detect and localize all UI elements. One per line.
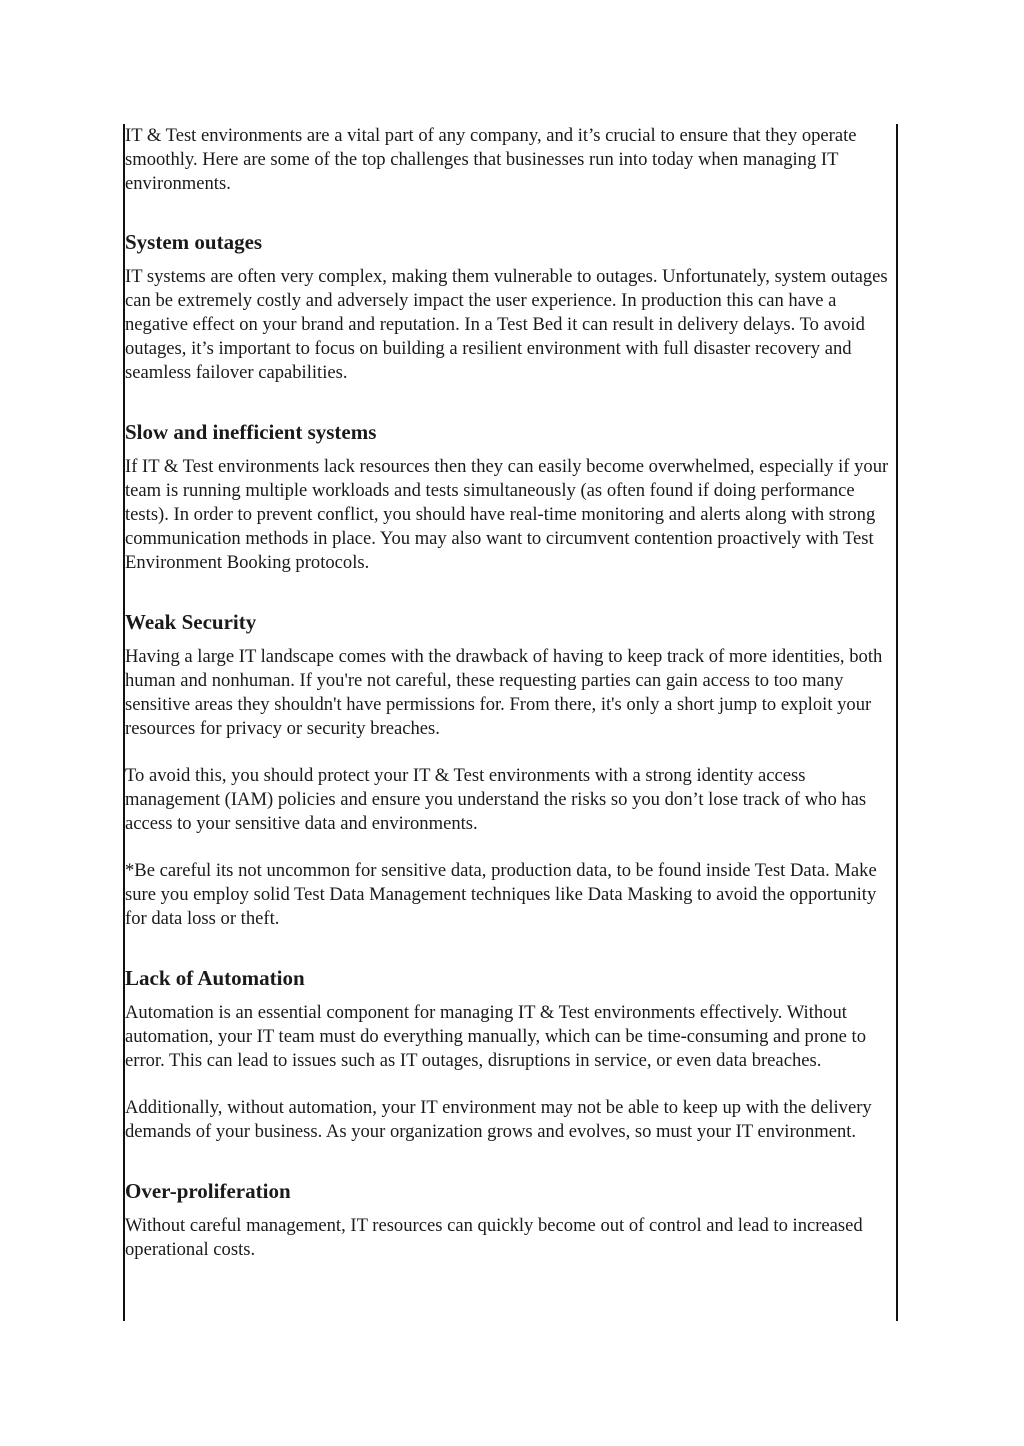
section-system-outages (125, 229, 894, 385)
document-body (123, 124, 898, 1321)
section-paragraph: Additionally, without automation, your IT environment may not be able to keep up with the delivery demands of your business. As your organization grows and evolves, so must your IT environment. (125, 1097, 872, 1142)
section-paragraph: Automation is an essential component for managing IT & Test environments effectively. Without automation, your IT team must do everything manually, which can be time-consuming and prone to error. This can lead to issues such as IT outages, disruptions in service, or even data breaches. (125, 1002, 866, 1071)
section-paragraph: If IT & Test environments lack resources then they can easily become overwhelmed, especially if your team is running multiple workloads and tests simultaneously (as often found if doing performance tests). In order to prevent conflict, you should have real-time monitoring and alerts along with strong communication methods in place. You may also want to circumvent contention proactively with Test Environment Booking protocols. (125, 456, 889, 573)
section-heading: Lack of Automation (125, 966, 305, 990)
intro-paragraph: IT & Test environments are a vital part of any company, and it’s crucial to ensure that they operate smoothly. Here are some of the top challenges that businesses run into today when managing IT environments. (125, 125, 857, 194)
section-over-proliferation (125, 1178, 894, 1262)
section-slow-inefficient-systems (125, 419, 894, 575)
section-paragraph: Having a large IT landscape comes with the drawback of having to keep track of more identities, both human and nonhuman. If you're not careful, these requesting parties can gain access to too many sensitive areas they shouldn't have permissions for. From there, it's only a short jump to exploit your resources for privacy or security breaches. (125, 646, 883, 739)
section-paragraph: Without careful management, IT resources can quickly become out of control and lead to increased operational costs. (125, 1215, 863, 1260)
section-heading: Over-proliferation (125, 1179, 291, 1203)
section-paragraph: IT systems are often very complex, making them vulnerable to outages. Unfortunately, system outages can be extremely costly and adversely impact the user experience. In production this can have a negative effect on your brand and reputation. In a Test Bed it can result in delivery delays. To avoid outages, it’s important to focus on building a resilient environment with full disaster recovery and seamless failover capabilities. (125, 266, 888, 383)
section-weak-security (125, 609, 894, 931)
document-content (125, 124, 896, 1262)
section-heading: Weak Security (125, 610, 257, 634)
section-lack-of-automation (125, 965, 894, 1144)
section-paragraph: *Be careful its not uncommon for sensitive data, production data, to be found inside Test Data. Make sure you employ solid Test Data Management techniques like Data Masking to avoid the opportunity for data loss or theft. (125, 860, 877, 929)
section-heading: System outages (125, 230, 263, 254)
section-heading: Slow and inefficient systems (125, 420, 377, 444)
section-paragraph: To avoid this, you should protect your IT & Test environments with a strong identity access management (IAM) policies and ensure you understand the risks so you don’t lose track of who has access to your sensitive data and environments. (125, 765, 867, 834)
